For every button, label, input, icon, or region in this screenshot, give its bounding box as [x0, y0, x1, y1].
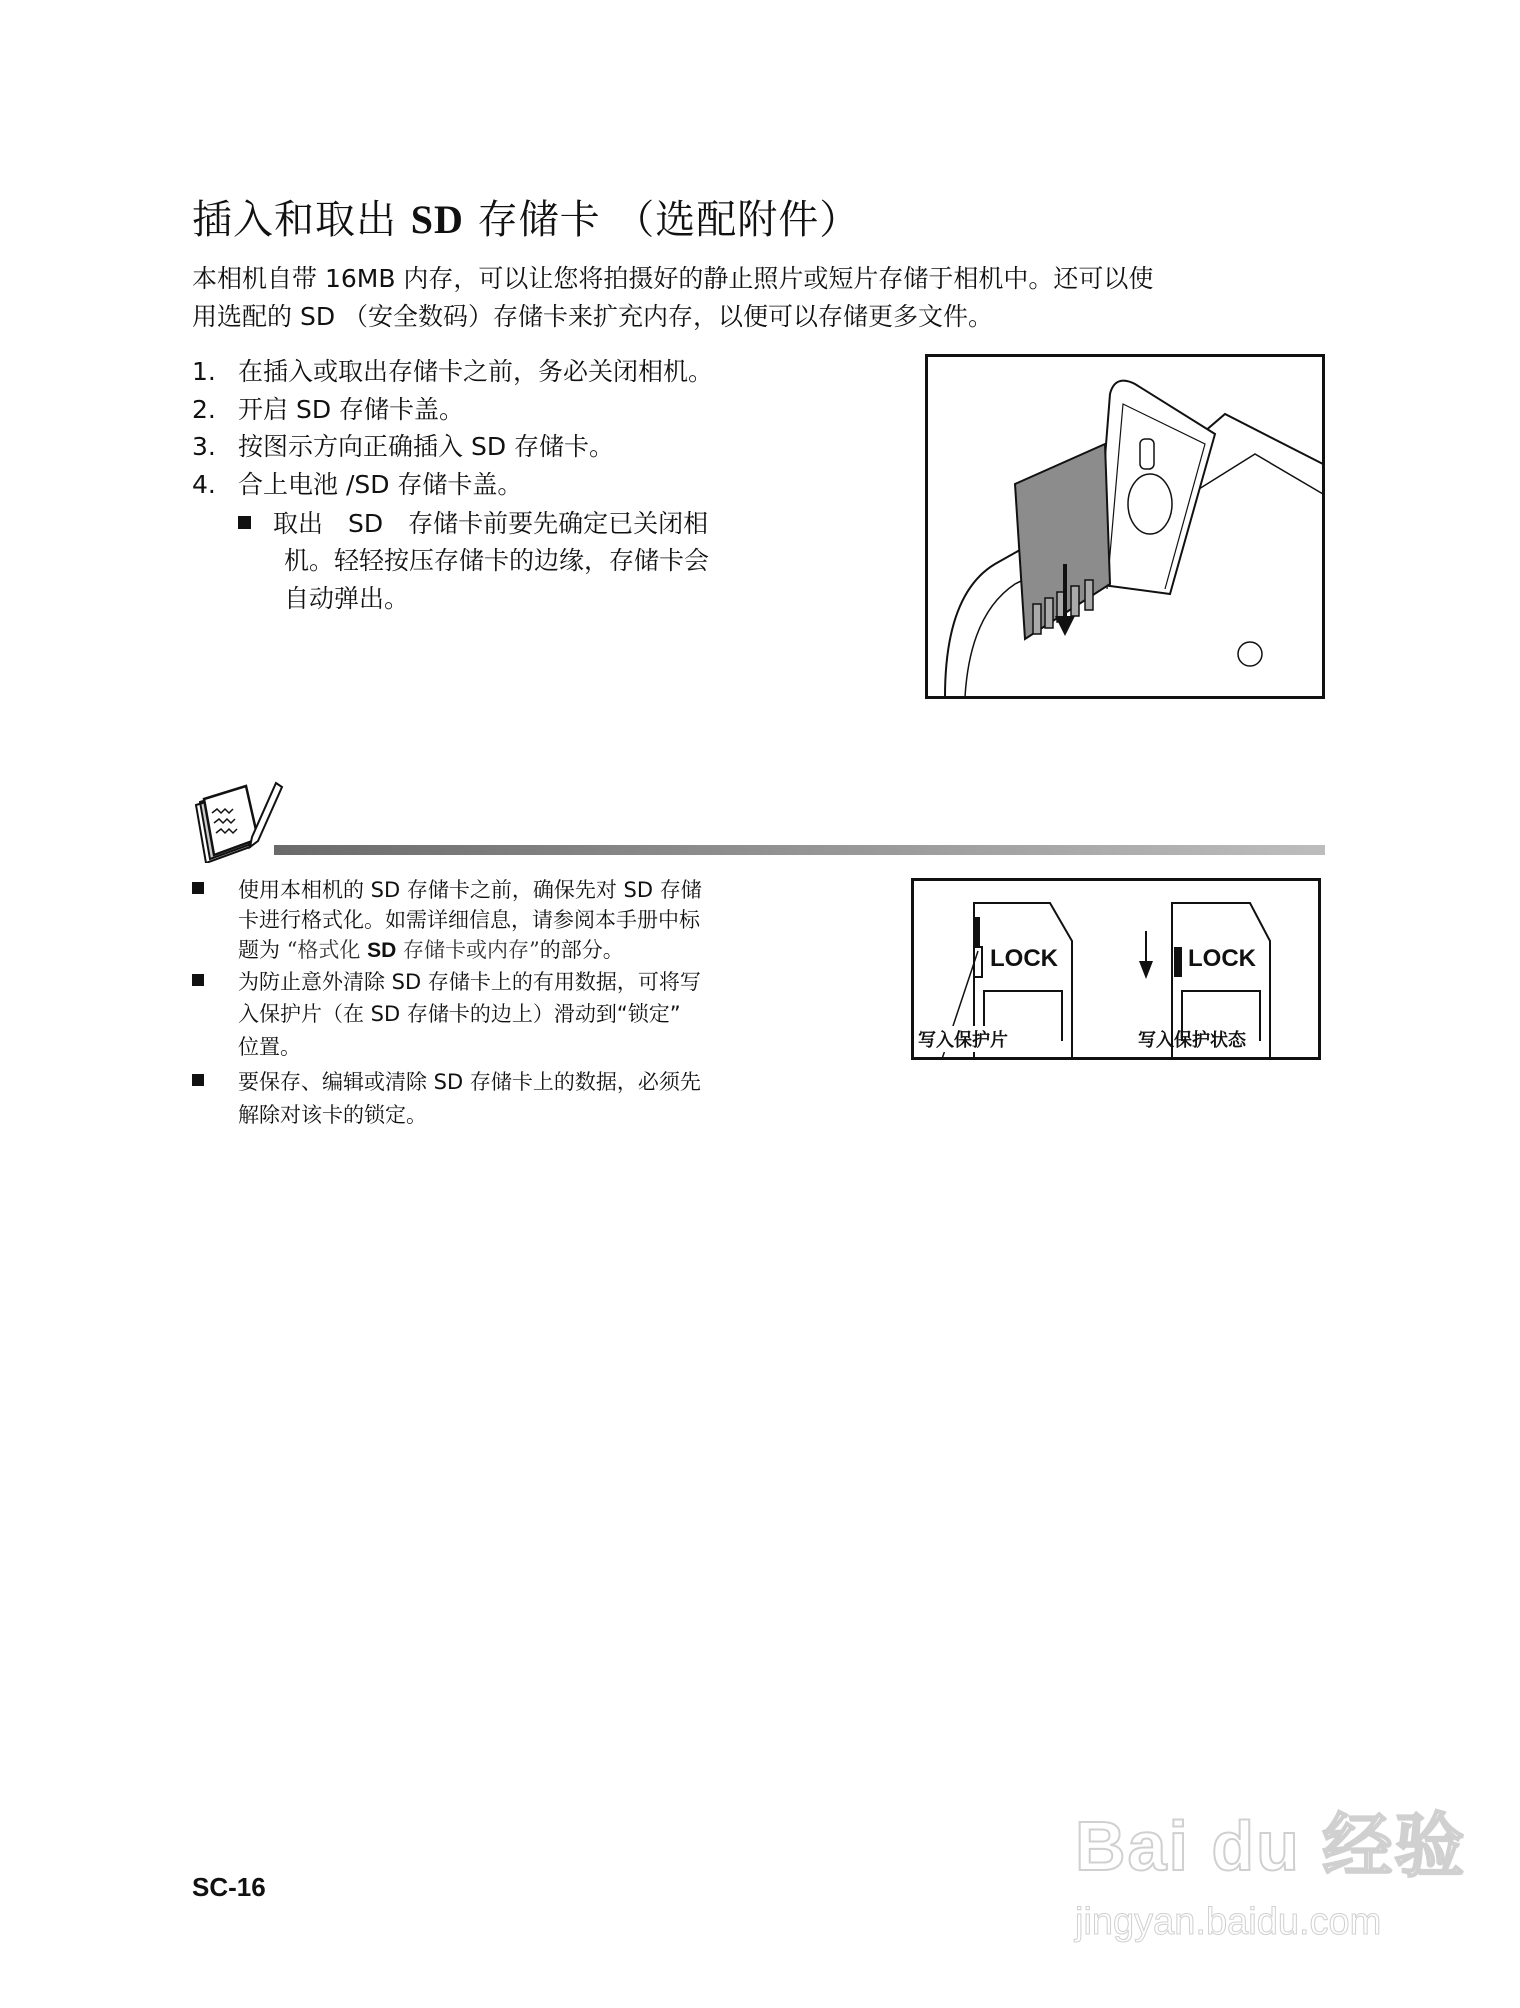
- note-line: 解除对该卡的锁定。: [238, 1103, 427, 1127]
- step-item: [192, 390, 464, 426]
- note-line: 为防止意外清除 SD 存储卡上的有用数据，可将写: [238, 970, 701, 994]
- write-protect-figure: [911, 878, 1321, 1060]
- step-num: 2.: [192, 395, 216, 424]
- step-num: 4.: [192, 470, 216, 499]
- note-divider-bar: [274, 845, 1325, 855]
- intro-line: 本相机自带 16MB 内存，可以让您将拍摄好的静止照片或短片存储于相机中。还可以使: [192, 264, 1154, 293]
- watermark-url: jingyan.baidu.com: [1075, 1901, 1382, 1943]
- step-text: 在插入或取出存储卡之前，务必关闭相机。: [238, 357, 714, 386]
- lock-label: LOCK: [990, 945, 1058, 972]
- note-line: 卡进行格式化。如需详细信息，请参阅本手册中标: [238, 908, 700, 932]
- note-quote: [287, 938, 540, 962]
- quote-text: 存储卡或内存”: [396, 938, 540, 962]
- step-item: [192, 427, 614, 463]
- note-line: 入保护片（在 SD 存储卡的边上）滑动到“锁定”: [238, 1002, 681, 1026]
- step-item: [192, 465, 522, 501]
- step-text: 开启 SD 存储卡盖。: [238, 395, 465, 424]
- note-line: 要保存、编辑或清除 SD 存储卡上的数据，必须先: [238, 1070, 701, 1094]
- watermark: [1075, 1790, 1466, 1944]
- page-number: SC-16: [192, 1872, 266, 1902]
- bullet-square-icon: [192, 882, 204, 894]
- quote-text: “格式化: [286, 938, 368, 962]
- note-item: [192, 966, 701, 996]
- step-num: 1.: [192, 357, 216, 386]
- quote-bold: SD: [367, 939, 397, 962]
- sd-card-insertion-illustration: [925, 354, 1325, 699]
- note-line: 使用本相机的 SD 存储卡之前，确保先对 SD 存储: [238, 878, 702, 902]
- sub-note-line: 机。轻轻按压存储卡的边缘，存储卡会: [284, 546, 710, 575]
- sub-note-line: 自动弹出。: [284, 584, 410, 613]
- intro-line: 用选配的 SD （安全数码）存储卡来扩充内存，以便可以存储更多文件。: [192, 302, 994, 331]
- step-num: 3.: [192, 432, 216, 461]
- title-prefix: 插入和取出: [192, 197, 397, 243]
- note-line: 位置。: [238, 1035, 301, 1059]
- note-item: [192, 1066, 701, 1096]
- watermark-brand: Bai du 经验: [1075, 1807, 1467, 1885]
- bullet-square-icon: [192, 1074, 204, 1086]
- step-text: 合上电池 /SD 存储卡盖。: [238, 470, 523, 499]
- note-text: 题为: [238, 938, 280, 962]
- note-line: [238, 934, 624, 964]
- sub-note-line: 取出 SD 存储卡前要先确定已关闭相: [273, 509, 709, 538]
- note-text: 的部分。: [539, 938, 624, 962]
- right-caption: 写入保护状态: [1138, 1030, 1246, 1051]
- note-item: [192, 874, 702, 904]
- page-title: [192, 188, 860, 245]
- left-caption: 写入保护片: [918, 1026, 1008, 1052]
- title-bold: SD: [410, 197, 464, 242]
- lock-label: LOCK: [1188, 945, 1256, 972]
- note-pad-pencil-icon: [192, 777, 284, 863]
- title-suffix: 存储卡 （选配附件）: [477, 197, 861, 243]
- bullet-square-icon: [192, 974, 204, 986]
- step-item: [192, 352, 713, 388]
- bullet-square-icon: [238, 516, 251, 529]
- sub-note: [238, 504, 708, 540]
- step-text: 按图示方向正确插入 SD 存储卡。: [238, 432, 615, 461]
